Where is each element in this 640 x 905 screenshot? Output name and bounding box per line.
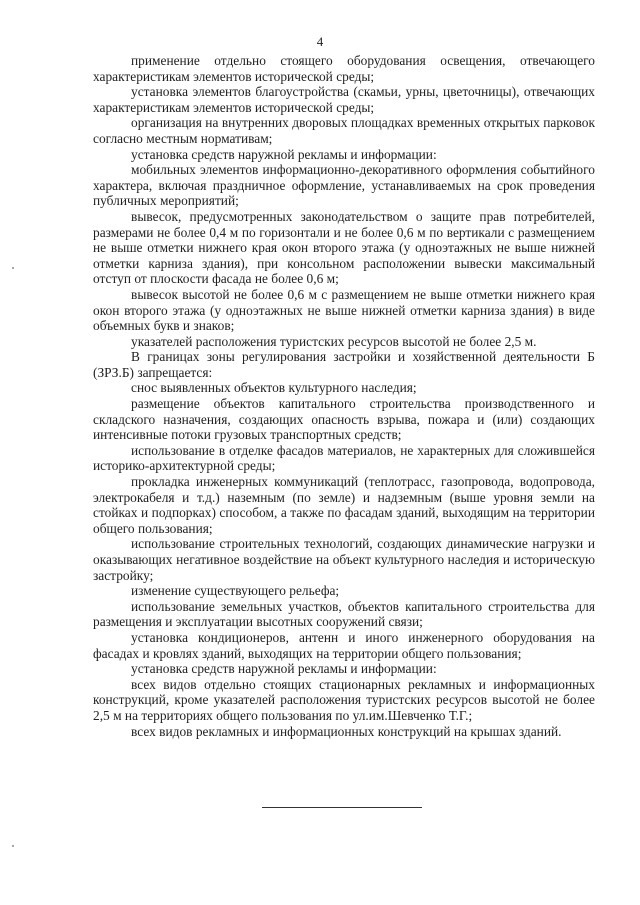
paragraph: использование земельных участков, объектов капитального строительства для размещения и эксплуатации высотных сооружений связи; [93, 598, 595, 630]
paragraph: вывесок, предусмотренных законодательством о защите прав потребителей, размерами не более 0,4 м по горизонтали и не более 0,6 м по вертикали с размещением не выше отметки нижнего края окон второго этажа (у одноэтажных не выше нижней отметки карниза здания), при консольном расположении вывески максимальный отступ от плоскости фасада не более 0,6 м; [93, 208, 595, 287]
paragraph: изменение существующего рельефа; [131, 583, 340, 599]
paragraph: всех видов рекламных и информационных конструкций на крышах зданий. [131, 723, 562, 739]
paragraph: организация на внутренних дворовых площадках временных открытых парковок согласно местным нормативам; [93, 115, 595, 146]
paragraph: снос выявленных объектов культурного наследия; [131, 380, 417, 396]
scan-speck [12, 845, 14, 847]
paragraph: установка кондиционеров, антенн и иного инженерного оборудования на фасадах и кровлях зданий, выходящих на территории общего пользования; [93, 629, 595, 661]
paragraph: установка средств наружной рекламы и информации: [131, 146, 437, 162]
paragraph: применение отдельно стоящего оборудования освещения, отвечающего характеристикам элементов исторической среды; [93, 53, 595, 84]
document-body [93, 53, 595, 739]
paragraph: установка средств наружной рекламы и информации: [131, 661, 437, 677]
paragraph: всех видов отдельно стоящих стационарных рекламных и информационных конструкций, кроме указателей расположения туристских ресурсов высотой не более 2,5 м на территориях общего пользования по ул.им.Шевченко Т.Г.; [93, 676, 595, 723]
paragraph: использование строительных технологий, создающих динамические нагрузки и оказывающих негативное воздействие на объект культурного наследия и историческую застройку; [93, 536, 595, 583]
page-number: 4 [316, 34, 324, 49]
paragraph: прокладка инженерных коммуникаций (теплотрасс, газопровода, водопровода, электрокабеля и т.д.) наземным (по земле) и надземным (выше уровня земли на стойках и подпорках) способом, а также по фасадам зданий, выходящим на территории общего пользования; [93, 474, 595, 536]
paragraph: мобильных элементов информационно-декоративного оформления событийного характера, включая праздничное оформление, устанавливаемых на срок проведения публичных мероприятий; [93, 162, 595, 209]
paragraph: размещение объектов капитального строительства производственного и складского назначения, создающих опасность взрыва, пожара и (или) создающих интенсивные потоки грузовых транспортных средств; [93, 396, 595, 443]
separator-line [262, 807, 422, 808]
paragraph: указателей расположения туристских ресурсов высотой не более 2,5 м. [131, 333, 537, 349]
scan-speck [12, 267, 14, 269]
paragraph: установка элементов благоустройства (скамьи, урны, цветочницы), отвечающих характеристикам элементов исторической среды; [93, 84, 595, 115]
paragraph: использование в отделке фасадов материалов, не характерных для сложившейся историко-архитектурной среды; [93, 442, 595, 474]
paragraph: В границах зоны регулирования застройки и хозяйственной деятельности Б (ЗРЗ.Б) запрещается: [93, 349, 595, 380]
paragraph: вывесок высотой не более 0,6 м с размещением не выше отметки нижнего края окон второго этажа (у одноэтажных не выше нижней отметки карниза здания) в виде объемных букв и знаков; [93, 286, 595, 334]
